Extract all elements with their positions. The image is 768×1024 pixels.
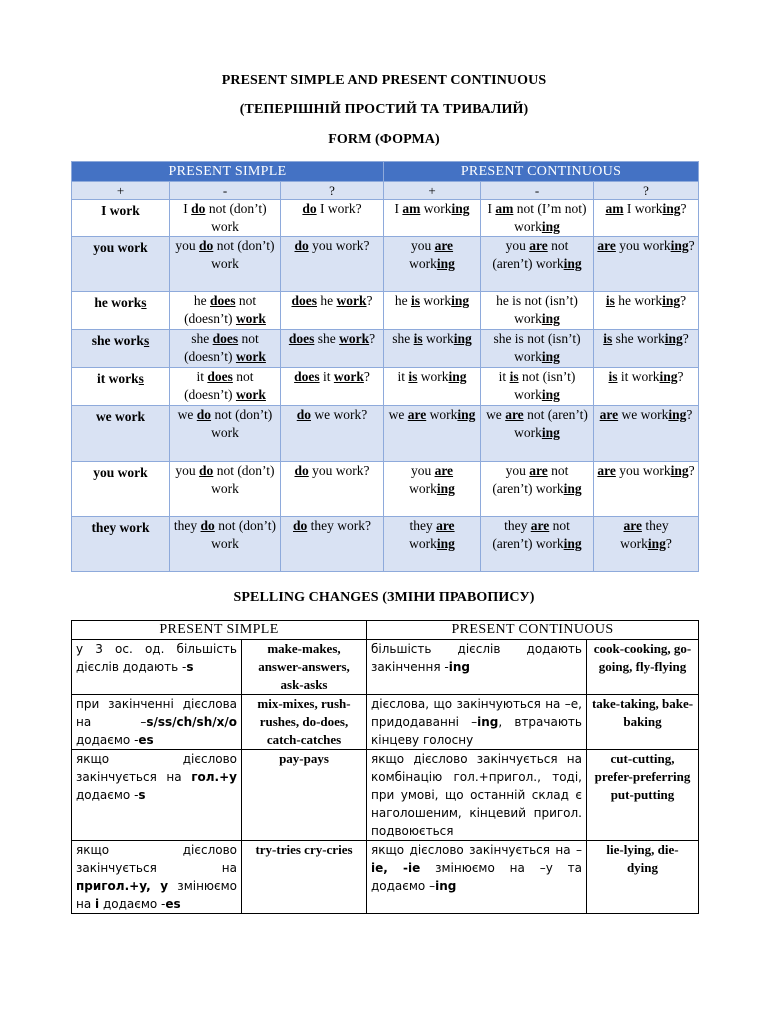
form-keyword: are [505,407,524,422]
form-text: not (aren’t) work [492,238,569,271]
continuous-rule [367,750,587,841]
form-text: not (don’t) work [211,463,275,496]
form-text: work [420,201,452,216]
form-keyword: work [333,369,364,384]
rule-text: i [95,897,100,911]
form-cell-cq [594,406,699,462]
form-cell-cpos [384,237,481,292]
form-keyword: ing [541,311,560,326]
form-cell-neg [170,330,281,368]
form-text: you [505,463,530,478]
form-keyword: do [199,238,214,253]
form-keyword: work [235,311,266,326]
form-text: work [420,293,452,308]
form-cell-cq [594,462,699,517]
form-text: she [392,331,414,346]
sign-question: ? [594,182,699,200]
form-keyword: do [200,518,215,533]
form-keyword: ing [448,369,467,384]
form-cell-cneg [481,292,594,330]
rule-text: додаємо - [99,897,166,911]
form-text: he work [94,295,142,310]
form-keyword: do [196,407,212,422]
form-cell-cneg [481,368,594,406]
present-continuous-header: PRESENT CONTINUOUS [384,162,699,182]
form-text: ? [366,293,373,308]
form-text: I [183,201,192,216]
simple-example: mix-mixes, rush-rushes, do-does, catch-catches [242,695,367,750]
form-text: ? [682,331,689,346]
form-cell-cpos [384,330,481,368]
form-keyword: am [495,201,514,216]
rule-text: ing [435,879,457,893]
rule-text: ie, -ie [371,861,421,875]
form-keyword: ing [436,536,455,551]
form-text: we work [618,407,669,422]
form-keyword: does [288,331,315,346]
form-text: not (don’t) work [205,201,267,234]
form-keyword: do [294,238,309,253]
form-keyword: does [291,293,317,308]
rule-text: більшість дієслів додають закінчення - [371,642,582,674]
form-table-row [72,200,699,237]
simple-rule [72,841,242,914]
rule-text: ing [448,660,470,674]
form-keyword: ing [647,536,666,551]
form-cell-neg [170,406,281,462]
form-keyword: does [294,369,320,384]
form-keyword: are [530,518,550,533]
form-keyword: is [608,369,618,384]
form-cell-q [281,237,384,292]
rule-text: дієслова, що закінчуються на –e, придодаванні – [371,697,582,729]
form-text: he is not (isn’t) work [496,293,578,326]
form-text: work [422,331,454,346]
sign-negative: - [170,182,281,200]
form-text: not (aren’t) work [492,518,570,551]
form-text: not (I’m not) work [513,201,587,234]
form-text: she [191,331,213,346]
form-text: you work [93,240,148,255]
form-keyword: do [302,201,317,216]
form-keyword: am [605,201,624,216]
form-cell-cneg [481,406,594,462]
form-keyword: ing [451,201,470,216]
form-text: I work? [316,201,362,216]
form-cell-pron [72,330,170,368]
form-text: she work [91,333,144,348]
form-keyword: ing [662,201,681,216]
form-text: they [173,518,201,533]
form-text: ? [680,293,687,308]
continuous-example: lie-lying, die-dying [587,841,699,914]
form-keyword: are [597,238,616,253]
form-text: not (don’t) work [211,238,275,271]
form-keyword: are [529,238,548,253]
continuous-example: take-taking, bake-baking [587,695,699,750]
spelling-table [71,620,699,914]
form-text: ? [686,407,693,422]
form-text: not (doesn’t) [184,331,259,364]
rule-text: ing [477,715,499,729]
form-keyword: is [509,369,519,384]
form-keyword: is [413,331,423,346]
rule-text: s [138,788,146,802]
simple-example: make-makes, answer-answers, ask-asks [242,640,367,695]
form-text: I work [101,203,140,218]
form-keyword: are [623,518,642,533]
rule-text: у 3 ос. од. більшість дієслів додають - [76,642,237,674]
form-cell-neg [170,237,281,292]
form-keyword: s [141,295,147,310]
form-text: she [314,331,340,346]
form-text: ? [680,201,687,216]
form-table-row [72,462,699,517]
form-text: I [394,201,403,216]
form-table-signs-row [72,182,699,200]
spelling-table-row [72,695,699,750]
form-keyword: ing [541,349,560,364]
spelling-table-row [72,841,699,914]
form-keyword: ing [563,256,582,271]
sign-positive: + [384,182,481,200]
sign-negative: - [481,182,594,200]
spelling-section-title: SPELLING CHANGES (ЗМІНИ ПРАВОПИСУ) [233,590,535,605]
form-cell-cpos [384,292,481,330]
form-cell-neg [170,292,281,330]
form-text: you [175,463,200,478]
form-keyword: does [207,369,233,384]
form-cell-cneg [481,517,594,572]
form-text: it [196,369,208,384]
form-text: work [426,407,458,422]
rule-text: якщо дієслово закінчується на [76,752,237,784]
form-text: work [409,536,437,551]
form-cell-neg [170,368,281,406]
form-text: you [410,238,435,253]
form-cell-cq [594,330,699,368]
form-table-row [72,330,699,368]
form-keyword: s [138,371,144,386]
form-keyword: ing [670,463,689,478]
continuous-rule [367,695,587,750]
form-keyword: is [605,293,615,308]
form-keyword: ing [668,407,687,422]
simple-rule [72,640,242,695]
form-keyword: are [434,463,454,478]
form-text: we [177,407,197,422]
form-text: I work [623,201,663,216]
form-keyword: ing [457,407,476,422]
form-cell-cneg [481,462,594,517]
form-text: ? [369,331,376,346]
spelling-present-continuous-header: PRESENT CONTINUOUS [367,621,699,640]
form-keyword: ing [436,481,455,496]
form-text: we [388,407,408,422]
form-text: not (doesn’t) [184,293,257,326]
rule-text: , втрачають кінцеву голосну [371,715,582,747]
form-keyword: is [410,293,420,308]
form-text: not (don’t) work [211,518,277,551]
form-keyword: ing [541,387,560,402]
form-keyword: is [408,369,418,384]
rule-text: es [165,897,181,911]
form-keyword: ing [670,238,689,253]
rule-text: якщо дієслово закінчується на комбінацію гол.+пригол., тоді, при умові, що останній склад є наголошеним, кінцевий пригол. подвоюється [371,752,582,838]
form-table-row [72,517,699,572]
form-cell-cpos [384,200,481,237]
form-cell-cq [594,292,699,330]
form-keyword: ing [659,369,678,384]
form-text: he [394,293,411,308]
form-text: work [409,481,437,496]
form-text: not (isn’t) work [514,369,576,402]
form-keyword: ing [664,331,683,346]
form-cell-neg [170,517,281,572]
form-keyword: ing [541,425,560,440]
form-text: you work [615,463,671,478]
simple-rule [72,750,242,841]
continuous-example: cut-cutting, prefer-preferring put-putting [587,750,699,841]
form-text: ? [665,536,672,551]
form-keyword: do [199,463,214,478]
form-text: it [319,369,334,384]
form-table-row [72,292,699,330]
page-title: PRESENT SIMPLE AND PRESENT CONTINUOUS [221,73,547,88]
form-keyword: are [529,463,548,478]
form-cell-q [281,292,384,330]
form-cell-q [281,200,384,237]
form-text: not (doesn’t) [184,369,254,402]
form-text: not (aren’t) work [492,463,569,496]
form-cell-pron [72,517,170,572]
form-text: he [317,293,337,308]
form-keyword: s [143,333,150,348]
form-keyword: work [339,331,370,346]
form-keyword: ing [563,481,582,496]
rule-text: es [138,733,154,747]
form-cell-pron [72,406,170,462]
form-keyword: are [436,518,455,533]
form-keyword: are [434,238,454,253]
sign-positive: + [72,182,170,200]
form-keyword: ing [451,293,470,308]
form-table [71,161,699,572]
rule-text: додаємо - [76,788,139,802]
form-cell-cq [594,517,699,572]
form-cell-q [281,517,384,572]
form-text: he work [614,293,663,308]
form-keyword: are [599,407,619,422]
form-cell-q [281,368,384,406]
form-keyword: work [336,293,367,308]
rule-text: якщо дієслово закінчується на – [371,843,582,857]
form-keyword: ing [453,331,472,346]
form-text: they work? [307,518,371,533]
form-text: we work? [311,407,368,422]
rule-text: гол.+y [191,770,237,784]
form-text: ? [677,369,684,384]
form-text: she is not (isn’t) work [493,331,581,364]
rule-text: змінюємо на –y та додаємо – [371,861,582,893]
form-keyword: are [597,463,616,478]
form-text: he [193,293,210,308]
form-cell-neg [170,462,281,517]
form-text: you work? [308,238,370,253]
form-keyword: are [407,407,427,422]
form-cell-cpos [384,406,481,462]
continuous-rule [367,640,587,695]
form-text: she work [612,331,665,346]
rule-text: додаємо - [76,733,139,747]
spelling-table-row [72,640,699,695]
form-section-title: FORM (ФОРМА) [328,132,440,147]
form-cell-pron [72,462,170,517]
form-text: ? [688,463,695,478]
form-cell-cpos [384,462,481,517]
simple-example: try-tries cry-cries [242,841,367,914]
form-cell-neg [170,200,281,237]
form-text: it work [97,371,139,386]
form-cell-cneg [481,330,594,368]
rule-text: s [186,660,194,674]
rule-text: при закінченні дієслова на – [76,697,237,729]
form-cell-pron [72,292,170,330]
continuous-example: cook-cooking, go-going, fly-flying [587,640,699,695]
form-cell-q [281,330,384,368]
form-cell-cneg [481,200,594,237]
form-cell-cq [594,368,699,406]
form-keyword: am [402,201,421,216]
form-table-row [72,237,699,292]
form-cell-cneg [481,237,594,292]
form-cell-pron [72,237,170,292]
simple-example: pay-pays [242,750,367,841]
form-keyword: do [294,463,309,478]
rule-text: s/ss/ch/sh/x/o [146,715,237,729]
present-simple-header: PRESENT SIMPLE [72,162,384,182]
spelling-table-row [72,750,699,841]
page-subtitle: (ТЕПЕРІШНІЙ ПРОСТИЙ ТА ТРИВАЛИЙ) [239,102,529,117]
sign-question: ? [281,182,384,200]
form-text: it [498,369,510,384]
form-table-row [72,368,699,406]
form-keyword: work [235,387,266,402]
spelling-table-header [72,621,699,640]
form-text: work [417,369,449,384]
form-cell-cpos [384,368,481,406]
form-text: it [397,369,409,384]
form-cell-q [281,462,384,517]
form-keyword: work [235,349,266,364]
form-keyword: ing [541,219,560,234]
form-text: you work [93,465,148,480]
form-keyword: is [603,331,613,346]
form-text: you work? [308,463,370,478]
form-cell-pron [72,200,170,237]
rule-text: пригол.+y, y [76,879,169,893]
form-text: you [410,463,435,478]
form-table-header [72,162,699,182]
form-cell-q [281,406,384,462]
form-text: they [409,518,437,533]
spelling-present-simple-header: PRESENT SIMPLE [72,621,367,640]
form-text: I [487,201,496,216]
rule-text: змінюємо на [76,879,238,911]
form-text: they [504,518,531,533]
form-cell-cpos [384,517,481,572]
form-keyword: ing [436,256,455,271]
form-keyword: does [212,331,239,346]
form-text: not (don’t) work [211,407,273,440]
rule-text: якщо дієслово закінчується на [76,843,237,875]
form-text: we work [95,409,146,424]
form-text: they work [620,518,669,551]
form-text: ? [688,238,695,253]
form-text: you [505,238,530,253]
form-keyword: ing [662,293,681,308]
form-text: it work [617,369,660,384]
form-keyword: do [293,518,308,533]
continuous-rule [367,841,587,914]
form-text: you work [615,238,671,253]
form-cell-cq [594,200,699,237]
form-keyword: ing [563,536,582,551]
form-text: we [486,407,506,422]
form-keyword: do [296,407,312,422]
form-keyword: do [191,201,206,216]
form-text: not (aren’t) work [514,407,588,440]
simple-rule [72,695,242,750]
form-text: work [409,256,437,271]
form-text: you [175,238,200,253]
form-table-row [72,406,699,462]
form-cell-cq [594,237,699,292]
form-keyword: does [209,293,236,308]
form-text: they work [91,520,150,535]
form-text: ? [363,369,370,384]
form-cell-pron [72,368,170,406]
